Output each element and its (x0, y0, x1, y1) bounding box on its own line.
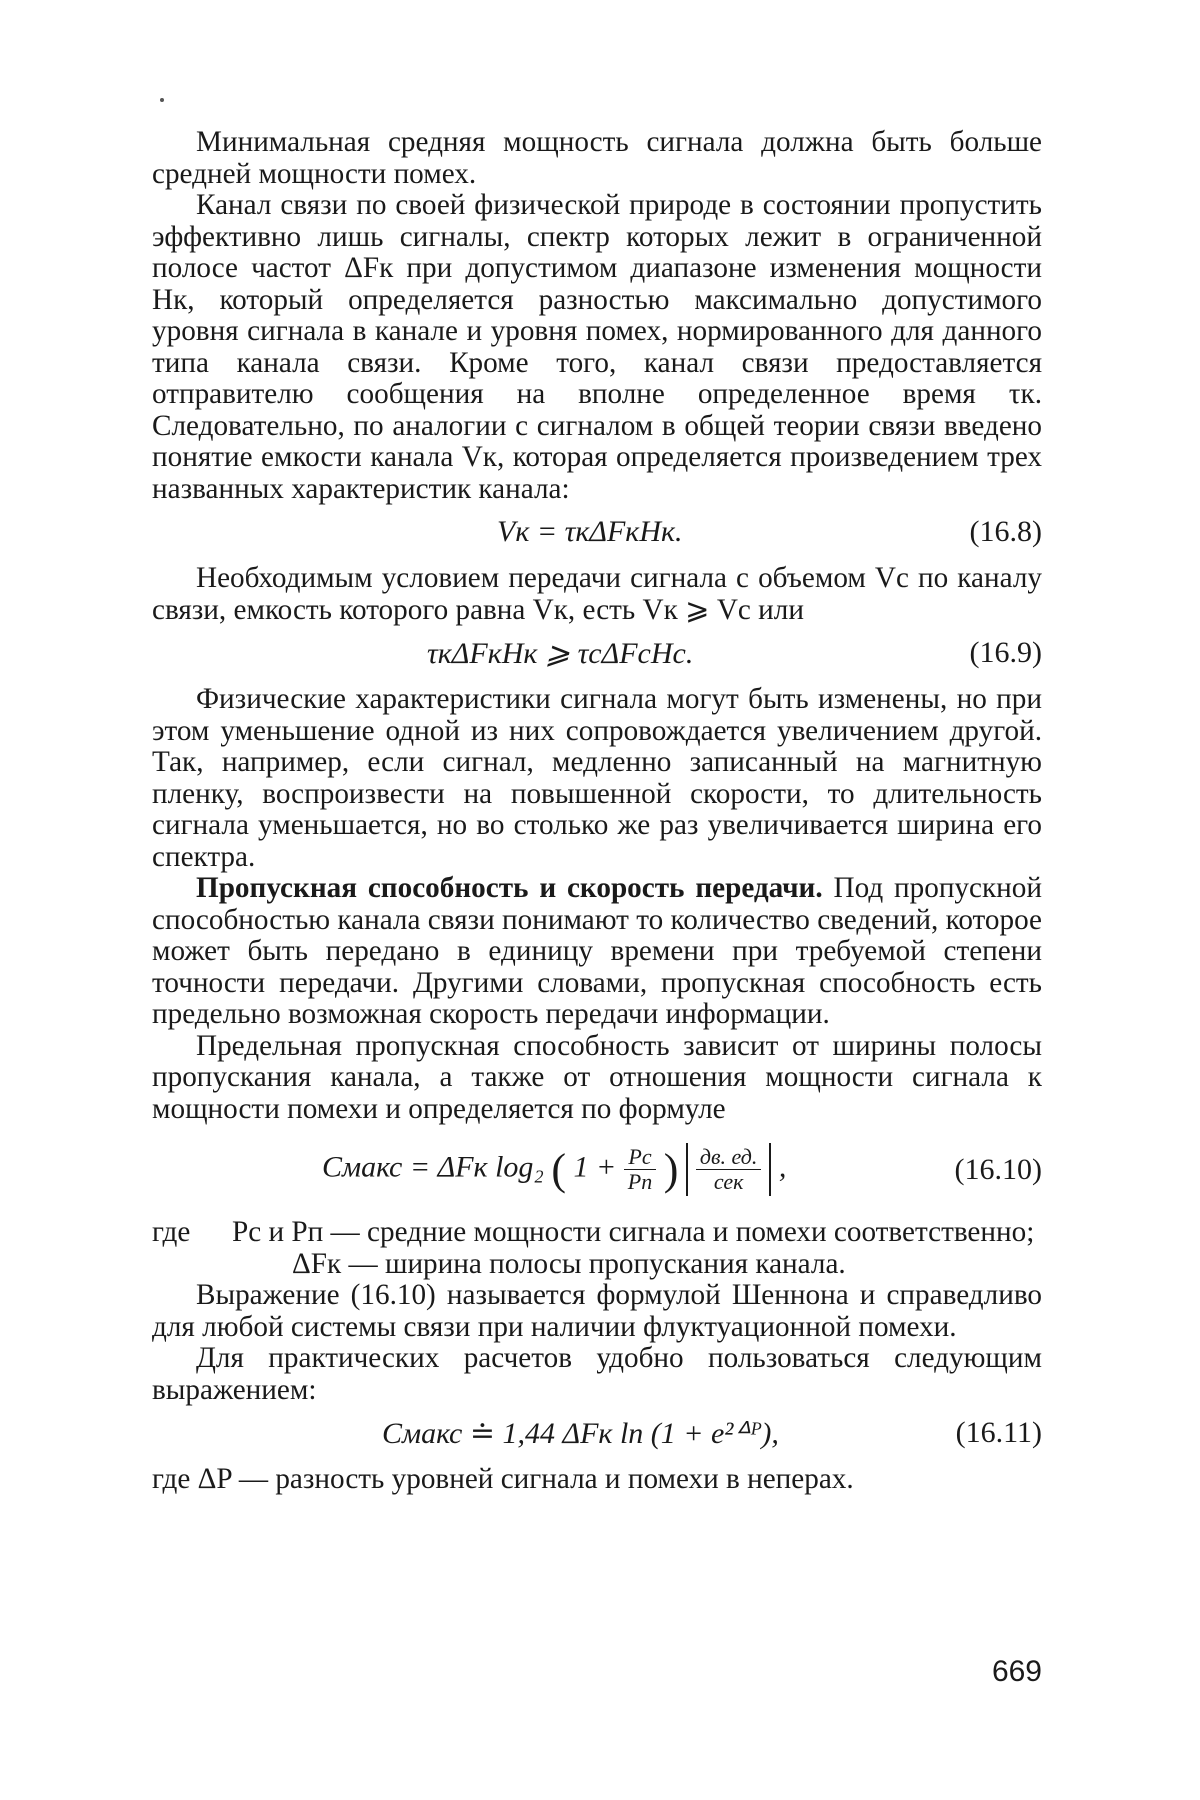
fraction-denominator: Pп (627, 1169, 653, 1194)
paragraph-7: Выражение (16.10) называется формулой Шеннона и справедливо для любой системы связи при наличии флуктуационной помехи. (152, 1279, 1042, 1343)
paragraph-8: Для практических расчетов удобно пользоваться следующим выражением: (152, 1342, 1042, 1406)
paren-open: ( (551, 1145, 566, 1194)
formula-number: (16.11) (955, 1416, 1042, 1449)
formula-number: (16.10) (954, 1153, 1042, 1186)
fraction-power (624, 1145, 656, 1194)
page-number: 669 (991, 1655, 1042, 1688)
formula-16-9 (152, 626, 1042, 684)
paragraph-9: где ΔP — разность уровней сигнала и помехи в неперах. (152, 1463, 854, 1495)
formula-lhs: Cмакс = ΔFк log₂ (322, 1150, 544, 1184)
where-label: где (152, 1216, 191, 1248)
formula-body: τкΔFкHк ⩾ τсΔFсHс. (427, 637, 694, 670)
paragraph-6: Предельная пропускная способность зависит от ширины полосы пропускания канала, а также от отношения мощности сигнала к мощности помехи и определяется по формуле (152, 1029, 1042, 1125)
formula-number: (16.8) (969, 515, 1042, 548)
paragraph-5-text: Под пропускной способностью канала связи понимают то количество сведений, которое может быть передано в единицу времени при требуемой степени точности передачи. Другими словами, пропускная способность есть предельно возможная скорость передачи информации. (152, 872, 1042, 1030)
paragraph-2: Канал связи по своей физической природе в состоянии пропустить эффективно лишь сигналы, спектр которых лежит в ограниченной полосе частот ΔFк при допустимом диапазоне изменения мощности Hк, который определяется разностью максимально допустимого уровня сигнала в канале и уровня помех, нормированного для данного типа канала связи. Кроме того, канал связи предоставляется отправителю сообщения на вполне определенное время τк. Следовательно, по аналогии с сигналом в общей теории связи введено понятие емкости канала Vк, которая определяется произведением трех названных характеристик канала: (152, 189, 1042, 505)
formula-body (322, 1143, 786, 1196)
formula-body: Cмакс ≐ 1,44 ΔFк ln (1 + e²ᐞᴾ), (382, 1417, 779, 1450)
unit-bracket (686, 1143, 772, 1196)
formula-16-11 (152, 1406, 1042, 1464)
speck (160, 98, 164, 102)
fraction-numerator: Pс (624, 1145, 656, 1170)
where-line-1: Pс и Pп — средние мощности сигнала и помехи соответственно; (232, 1216, 1035, 1248)
where-block (152, 1217, 1042, 1280)
paragraph-5 (152, 873, 1042, 1031)
formula-one: 1 + (573, 1150, 617, 1184)
unit-denominator: сек (713, 1169, 744, 1194)
paragraph-4: Физические характеристики сигнала могут быть изменены, но при этом уменьшение одной из них сопровождается увеличением другой. Так, например, если сигнал, медленно записанный на магнитную пленку, воспроизвести на повышенной скорости, то длительность сигнала уменьшается, но во столько же раз увеличивается ширина его спектра. (152, 683, 1042, 873)
formula-tail: , (778, 1150, 787, 1184)
unit-numerator: дв. ед. (696, 1145, 762, 1170)
fraction-unit (696, 1145, 762, 1194)
formula-number: (16.9) (969, 636, 1042, 669)
paragraph-1: Минимальная средняя мощность сигнала должна быть больше средней мощности помех. (152, 126, 1042, 190)
formula-16-10 (152, 1125, 1042, 1217)
paren-close: ) (663, 1145, 679, 1194)
section-heading: Пропускная способность и скорость передачи. (196, 872, 823, 904)
page-body (152, 127, 1042, 1496)
paragraph-3: Необходимым условием передачи сигнала с объемом Vс по каналу связи, емкость которого равна Vк, есть Vк ⩾ Vс или (152, 562, 1042, 626)
where-line-2: ΔFк — ширина полосы пропускания канала. (292, 1247, 846, 1280)
formula-16-8 (152, 505, 1042, 563)
formula-body: Vк = τкΔFкHк. (497, 515, 683, 548)
